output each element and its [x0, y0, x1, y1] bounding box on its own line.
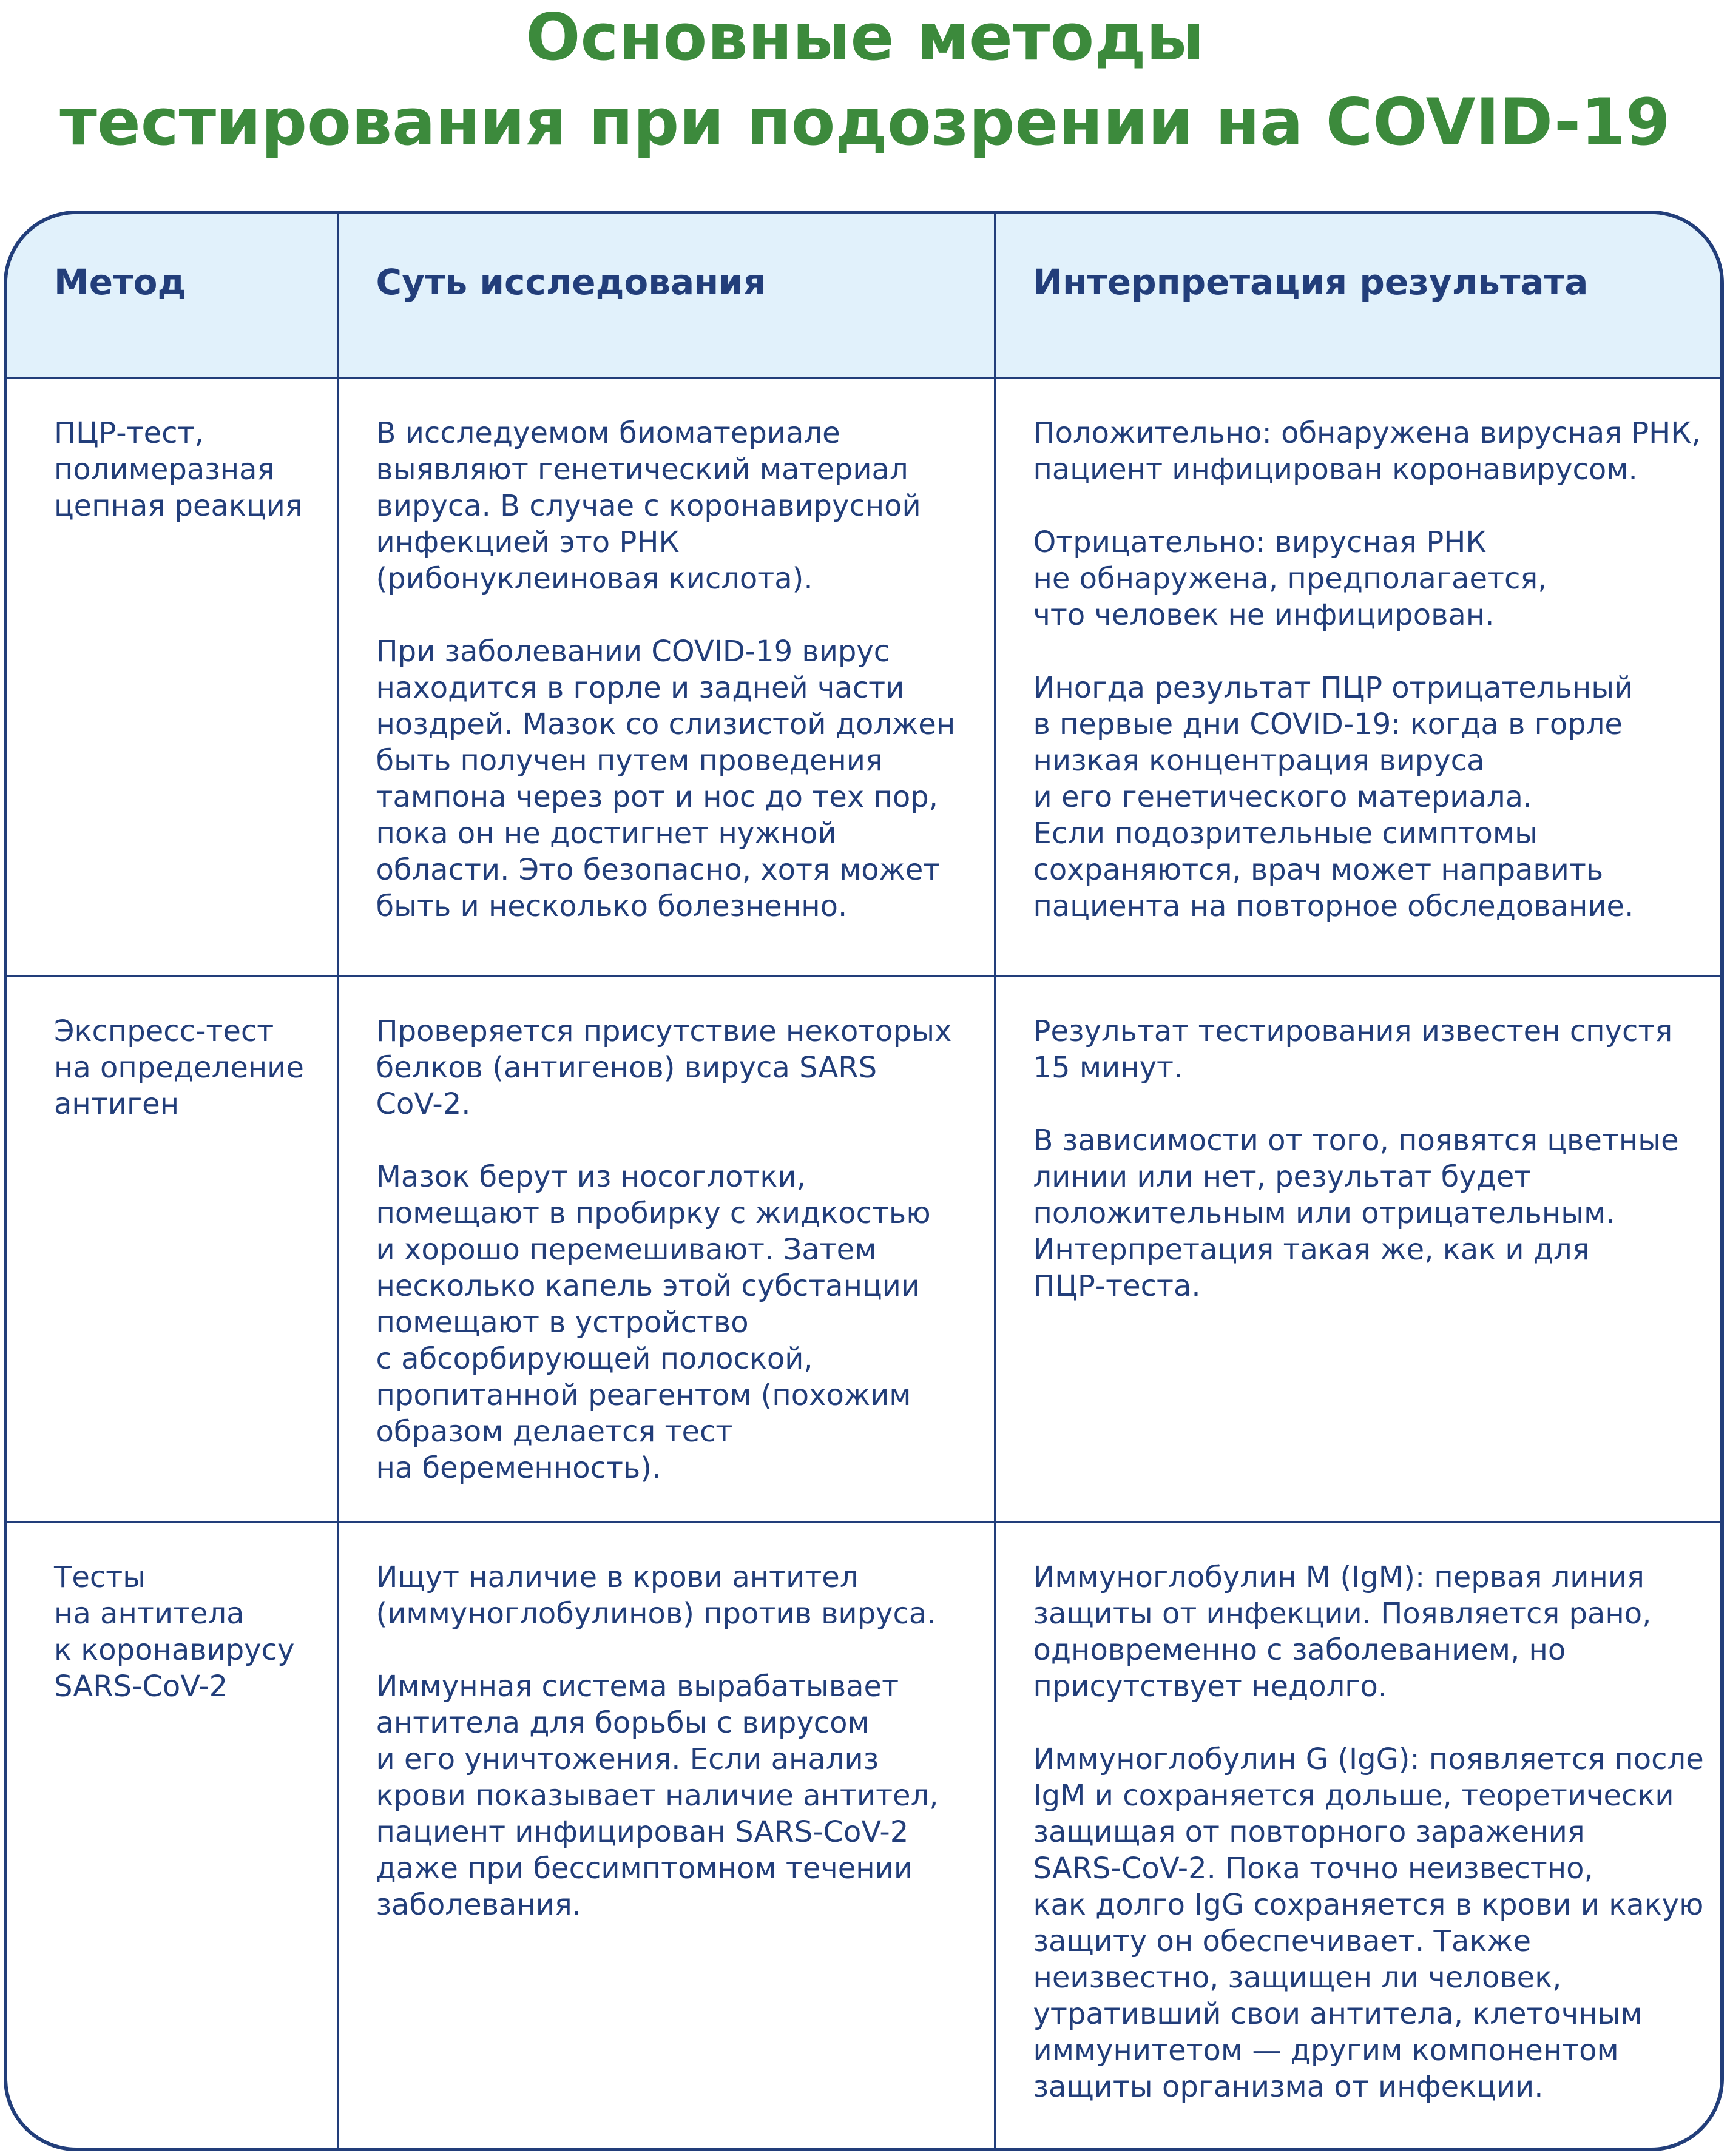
- interpretation-line: в первые дни COVID-19: когда в горле: [1033, 707, 1623, 741]
- essence-line: белков (антигенов) вируса SARS: [376, 1050, 877, 1085]
- method-cell: [7, 1521, 337, 2148]
- essence-line: Мазок берут из носоглотки,: [376, 1159, 806, 1194]
- essence-line: вируса. В случае с коронавирусной: [376, 488, 921, 523]
- interpretation-paragraph: [1033, 524, 1709, 633]
- interpretation-paragraph: [1033, 1741, 1709, 2105]
- interpretation-line: линии или нет, результат будет: [1033, 1159, 1532, 1194]
- essence-cell: [337, 1521, 995, 2148]
- essence-line: (рибонуклеиновая кислота).: [376, 561, 813, 596]
- interpretation-line: неизвестно, защищен ли человек,: [1033, 1960, 1562, 1995]
- interpretation-cell: [995, 1521, 1720, 2148]
- essence-paragraph: [376, 1668, 982, 1923]
- essence-paragraph: [376, 415, 982, 597]
- method-line: антиген: [54, 1086, 180, 1121]
- interpretation-line: положительным или отрицательным.: [1033, 1196, 1615, 1230]
- interpretation-paragraph: [1033, 415, 1709, 488]
- essence-line: помещают в устройство: [376, 1305, 749, 1339]
- essence-paragraph: [376, 1013, 982, 1122]
- essence-line: и его уничтожения. Если анализ: [376, 1742, 879, 1776]
- method-line: на определение: [54, 1050, 304, 1085]
- page-title: [0, 0, 1730, 165]
- essence-line: на беременность).: [376, 1450, 661, 1485]
- interpretation-line: Результат тестирования известен спустя: [1033, 1014, 1673, 1048]
- essence-line: CoV-2.: [376, 1086, 471, 1121]
- essence-line: даже при бессимптомном течении: [376, 1851, 913, 1885]
- essence-line: выявляют генетический материал: [376, 452, 908, 487]
- table-row: [7, 377, 1720, 975]
- method-line: Экспресс-тест: [54, 1014, 274, 1048]
- interpretation-paragraph: [1033, 1013, 1709, 1086]
- header-essence: Суть исследования: [337, 214, 995, 377]
- interpretation-line: защиты организма от инфекции.: [1033, 2069, 1544, 2104]
- essence-line: пропитанной реагентом (похожим: [376, 1378, 911, 1412]
- essence-paragraph: [376, 1559, 982, 1632]
- header-interpretation: Интерпретация результата: [995, 214, 1720, 377]
- table-header-row: [7, 214, 1720, 377]
- essence-line: При заболевании COVID-19 вирус: [376, 634, 890, 669]
- essence-line: и хорошо перемешивают. Затем: [376, 1232, 877, 1267]
- interpretation-cell: [995, 377, 1720, 975]
- table-row: [7, 1521, 1720, 2148]
- interpretation-line: защиты от инфекции. Появляется рано,: [1033, 1596, 1652, 1631]
- methods-table-container: [4, 211, 1724, 2151]
- essence-line: области. Это безопасно, хотя может: [376, 852, 941, 887]
- interpretation-line: пациент инфицирован коронавирусом.: [1033, 452, 1638, 487]
- essence-line: (иммуноглобулинов) против вируса.: [376, 1596, 936, 1631]
- interpretation-line: Если подозрительные симптомы: [1033, 816, 1538, 851]
- essence-line: находится в горле и задней части: [376, 670, 905, 705]
- interpretation-line: сохраняются, врач может направить: [1033, 852, 1604, 887]
- method-line: цепная реакция: [54, 488, 303, 523]
- interpretation-line: ПЦР-теста.: [1033, 1268, 1201, 1303]
- essence-line: несколько капель этой субстанции: [376, 1268, 921, 1303]
- interpretation-line: одновременно с заболеванием, но: [1033, 1632, 1566, 1667]
- essence-line: Ищут наличие в крови антител: [376, 1560, 859, 1594]
- interpretation-line: низкая концентрация вируса: [1033, 743, 1485, 778]
- method-line: полимеразная: [54, 452, 275, 487]
- interpretation-line: что человек не инфицирован.: [1033, 598, 1495, 632]
- essence-line: с абсорбирующей полоской,: [376, 1341, 813, 1376]
- header-method: Метод: [7, 214, 337, 377]
- essence-line: крови показывает наличие антител,: [376, 1778, 939, 1813]
- essence-line: образом делается тест: [376, 1414, 733, 1449]
- interpretation-line: Отрицательно: вирусная РНК: [1033, 525, 1487, 559]
- interpretation-line: и его генетического материала.: [1033, 780, 1533, 814]
- method-cell: [7, 975, 337, 1521]
- interpretation-line: 15 минут.: [1033, 1050, 1183, 1085]
- essence-line: помещают в пробирку с жидкостью: [376, 1196, 931, 1230]
- method-line: SARS-CoV-2: [54, 1669, 228, 1703]
- methods-table: [7, 214, 1720, 2148]
- essence-paragraph: [376, 1159, 982, 1486]
- method-cell: [7, 377, 337, 975]
- interpretation-paragraph: [1033, 670, 1709, 925]
- essence-line: ноздрей. Мазок со слизистой должен: [376, 707, 956, 741]
- essence-line: тампона через рот и нос до тех пор,: [376, 780, 938, 814]
- interpretation-line: SARS-CoV-2. Пока точно неизвестно,: [1033, 1851, 1593, 1885]
- essence-cell: [337, 975, 995, 1521]
- interpretation-line: защиту он обеспечивает. Также: [1033, 1924, 1532, 1958]
- essence-line: В исследуемом биоматериале: [376, 416, 840, 450]
- essence-line: Иммунная система вырабатывает: [376, 1669, 899, 1703]
- interpretation-line: Положительно: обнаружена вирусная РНК,: [1033, 416, 1701, 450]
- interpretation-line: Интерпретация такая же, как и для: [1033, 1232, 1590, 1267]
- method-line: Тесты: [54, 1560, 146, 1594]
- title-line-1: Основные методы: [525, 0, 1205, 75]
- interpretation-paragraph: [1033, 1559, 1709, 1705]
- essence-line: Проверяется присутствие некоторых: [376, 1014, 952, 1048]
- essence-line: пока он не достигнет нужной: [376, 816, 837, 851]
- interpretation-line: присутствует недолго.: [1033, 1669, 1388, 1703]
- interpretation-line: IgM и сохраняется дольше, теоретически: [1033, 1778, 1674, 1813]
- interpretation-line: не обнаружена, предполагается,: [1033, 561, 1547, 596]
- essence-line: заболевания.: [376, 1887, 582, 1922]
- method-line: к коронавирусу: [54, 1632, 295, 1667]
- table-row: [7, 975, 1720, 1521]
- essence-line: инфекцией это РНК: [376, 525, 680, 559]
- essence-line: быть и несколько болезненно.: [376, 889, 848, 923]
- interpretation-paragraph: [1033, 1122, 1709, 1304]
- interpretation-line: защищая от повторного заражения: [1033, 1814, 1585, 1849]
- interpretation-line: Иммуноглобулин M (IgM): первая линия: [1033, 1560, 1644, 1594]
- method-line: ПЦР-тест,: [54, 416, 204, 450]
- essence-line: пациент инфицирован SARS-CoV-2: [376, 1814, 909, 1849]
- essence-line: антитела для борьбы с вирусом: [376, 1705, 870, 1740]
- method-line: на антитела: [54, 1596, 245, 1631]
- essence-line: быть получен путем проведения: [376, 743, 883, 778]
- essence-cell: [337, 377, 995, 975]
- title-line-2: тестирования при подозрении на COVID-19: [59, 85, 1671, 160]
- interpretation-line: пациента на повторное обследование.: [1033, 889, 1634, 923]
- interpretation-cell: [995, 975, 1720, 1521]
- interpretation-line: В зависимости от того, появятся цветные: [1033, 1123, 1679, 1157]
- essence-paragraph: [376, 633, 982, 925]
- interpretation-line: иммунитетом — другим компонентом: [1033, 2033, 1619, 2067]
- interpretation-line: как долго IgG сохраняется в крови и какую: [1033, 1887, 1704, 1922]
- interpretation-line: Иммуноглобулин G (IgG): появляется после: [1033, 1742, 1704, 1776]
- interpretation-line: Иногда результат ПЦР отрицательный: [1033, 670, 1634, 705]
- interpretation-line: утративший свои антитела, клеточным: [1033, 1996, 1643, 2031]
